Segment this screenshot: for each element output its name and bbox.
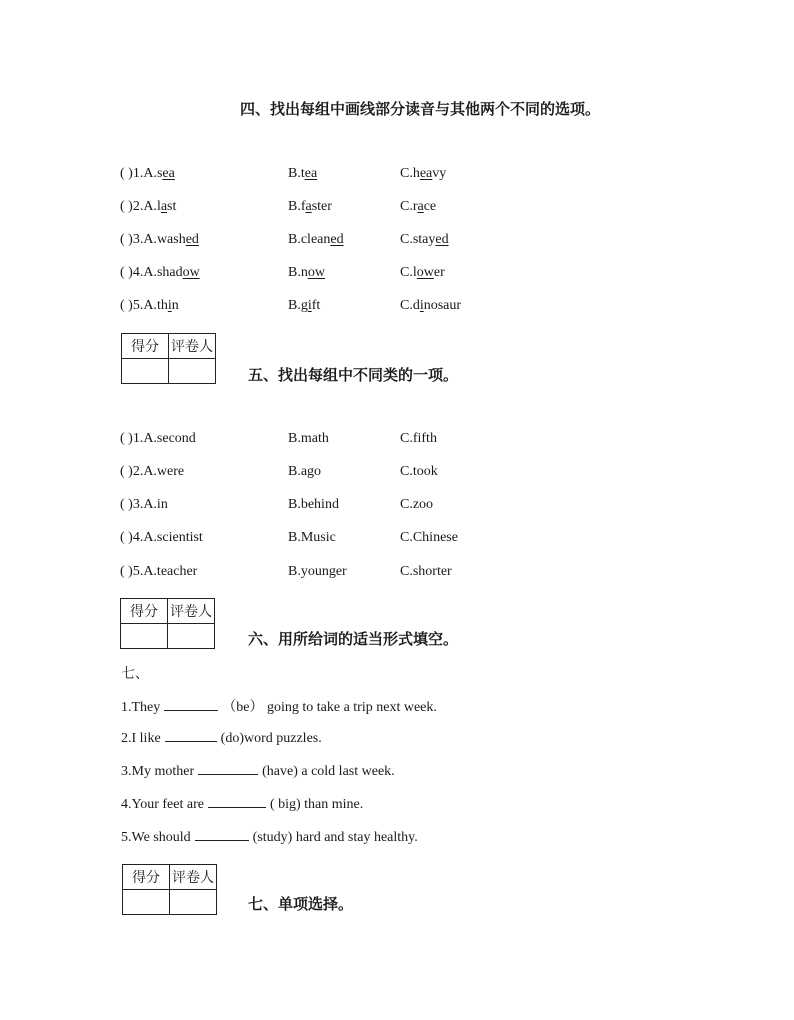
- option-a: shadow: [156, 265, 200, 280]
- underlined-sound: a: [417, 199, 424, 214]
- answer-blank[interactable]: [164, 698, 218, 711]
- option-b: B.Music: [288, 530, 336, 545]
- score-header: 得分: [121, 599, 168, 624]
- score-header: 得分: [123, 865, 170, 890]
- option-c: C.took: [400, 464, 438, 479]
- underlined-sound: i: [167, 298, 172, 313]
- fill-in-item: [121, 729, 322, 747]
- section-7-title: 七、单项选择。: [248, 895, 354, 913]
- sentence-start: 2.I like: [121, 731, 161, 746]
- option-c: C.zoo: [400, 497, 434, 512]
- option-b-cell: [288, 265, 325, 281]
- question-number: ( )3.A.: [120, 232, 157, 247]
- underlined-sound: ow: [416, 265, 434, 280]
- grader-header: 评卷人: [168, 599, 215, 624]
- sentence-end: ( big) than mine.: [269, 797, 364, 812]
- option-b-cell: [288, 199, 332, 215]
- answer-blank[interactable]: [208, 795, 266, 808]
- underlined-sound: a: [305, 199, 312, 214]
- score-cell[interactable]: [122, 359, 169, 384]
- section-4-title: 四、找出每组中画线部分读音与其他两个不同的选项。: [240, 100, 601, 118]
- option-a: ( )5.A.teacher: [120, 564, 198, 579]
- option-a: thin: [156, 298, 179, 313]
- option-b: B.younger: [288, 564, 347, 579]
- sentence-end: (do)word puzzles.: [220, 731, 322, 746]
- option-c-cell: [400, 298, 461, 314]
- option-b: B.ago: [288, 464, 322, 479]
- fill-in-item: [121, 828, 418, 846]
- underlined-sound: ea: [419, 166, 433, 181]
- section-5-title: 五、找出每组中不同类的一项。: [248, 366, 459, 384]
- score-table: [120, 598, 215, 649]
- fill-in-item: [121, 762, 395, 780]
- underlined-sound: ea: [304, 166, 318, 181]
- section-7-subhead: 七、: [121, 667, 149, 682]
- answer-blank[interactable]: [198, 762, 258, 775]
- question-row: [120, 265, 200, 281]
- grader-cell[interactable]: [170, 890, 217, 915]
- underlined-sound: a: [160, 199, 168, 214]
- score-header: 得分: [122, 334, 169, 359]
- question-row: [120, 199, 176, 215]
- sentence-start: 3.My mother: [121, 764, 195, 779]
- answer-blank[interactable]: [165, 729, 217, 742]
- option-b-cell: [288, 166, 317, 182]
- question-row: [120, 298, 179, 314]
- option-a: sea: [156, 166, 175, 181]
- sentence-end: （be） going to take a trip next week.: [222, 700, 437, 715]
- grader-cell[interactable]: [168, 624, 215, 649]
- score-cell[interactable]: [121, 624, 168, 649]
- option-b: B.gift: [288, 298, 321, 313]
- option-c: C.Chinese: [400, 530, 458, 545]
- underlined-sound: ow: [182, 265, 200, 280]
- score-table: [121, 333, 216, 384]
- option-c: C.heavy: [400, 166, 447, 181]
- option-c: C.race: [400, 199, 437, 214]
- underlined-sound: i: [419, 298, 424, 313]
- option-c-cell: [400, 199, 436, 215]
- underlined-sound: ed: [185, 232, 199, 247]
- option-a: ( )4.A.scientist: [120, 530, 203, 545]
- underlined-sound: ea: [162, 166, 175, 181]
- question-row: [120, 232, 199, 248]
- option-c-cell: [400, 166, 446, 182]
- fill-in-item: [121, 696, 437, 716]
- option-c: C.lower: [400, 265, 445, 280]
- score-table: [122, 864, 217, 915]
- option-b: B.behind: [288, 497, 339, 512]
- option-c-cell: [400, 265, 445, 281]
- question-number: ( )5.A.: [120, 298, 157, 313]
- option-a: ( )2.A.were: [120, 464, 185, 479]
- sentence-start: 5.We should: [121, 830, 191, 845]
- option-c-cell: [400, 232, 449, 248]
- option-b: B.now: [288, 265, 325, 280]
- grader-header: 评卷人: [170, 865, 217, 890]
- question-number: ( )2.A.: [120, 199, 157, 214]
- question-number: ( )4.A.: [120, 265, 157, 280]
- grader-header: 评卷人: [169, 334, 216, 359]
- underlined-sound: ed: [330, 232, 344, 247]
- option-c: C.shorter: [400, 564, 452, 579]
- underlined-sound: ed: [435, 232, 449, 247]
- score-cell[interactable]: [123, 890, 170, 915]
- option-c: C.stayed: [400, 232, 449, 247]
- sentence-end: (have) a cold last week.: [262, 764, 395, 779]
- option-a: ( )1.A.second: [120, 431, 196, 446]
- option-a: last: [156, 199, 177, 214]
- question-number: ( )1.A.: [120, 166, 157, 181]
- fill-in-item: [121, 795, 363, 813]
- option-b: B.cleaned: [288, 232, 344, 247]
- option-c: C.fifth: [400, 431, 437, 446]
- underlined-sound: i: [307, 298, 312, 313]
- question-row: [120, 166, 175, 182]
- option-b: B.faster: [288, 199, 332, 214]
- sentence-start: 1.They: [121, 700, 161, 715]
- sentence-start: 4.Your feet are: [121, 797, 204, 812]
- section-6-title: 六、用所给词的适当形式填空。: [248, 630, 459, 648]
- option-c: C.dinosaur: [400, 298, 462, 313]
- option-a: ( )3.A.in: [120, 497, 168, 512]
- option-b: B.math: [288, 431, 329, 446]
- grader-cell[interactable]: [169, 359, 216, 384]
- option-a: washed: [156, 232, 199, 247]
- option-b-cell: [288, 232, 344, 248]
- sentence-end: (study) hard and stay healthy.: [252, 830, 418, 845]
- option-b: B.tea: [288, 166, 318, 181]
- underlined-sound: ow: [307, 265, 325, 280]
- answer-blank[interactable]: [195, 828, 249, 841]
- option-b-cell: [288, 298, 320, 314]
